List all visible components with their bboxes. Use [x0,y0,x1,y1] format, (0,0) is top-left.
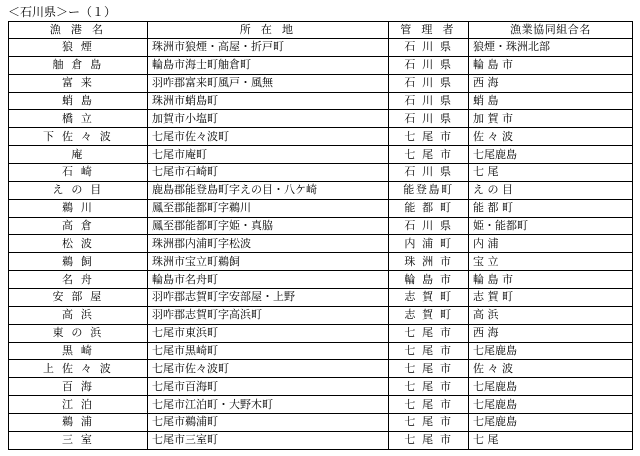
manager-cell: 七 尾 市 [389,378,469,396]
manager-cell: 七 尾 市 [389,431,469,449]
location-cell: 珠洲市宝立町鵜飼 [148,253,389,271]
manager-cell: 珠 洲 市 [389,253,469,271]
harbor-name-cell: 蛸 島 [9,92,148,110]
location-cell: 鳳至郡能都町字鵜川 [148,199,389,217]
table-row [9,306,633,324]
manager-cell: 能 都 町 [389,199,469,217]
manager-cell: 内 浦 町 [389,235,469,253]
harbor-name-cell: 鵜 浦 [9,414,148,432]
coop-cell: 七尾鹿島 [469,146,633,164]
location-cell: 珠洲市狼煙・高屋・折戸町 [148,39,389,57]
manager-cell: 石 川 県 [389,74,469,92]
table-row [9,146,633,164]
manager-cell: 石 川 県 [389,164,469,182]
coop-cell: 蛸 島 [469,92,633,110]
manager-cell: 能登島町 [389,181,469,199]
location-cell: 加賀市小塩町 [148,110,389,128]
manager-cell: 七 尾 市 [389,360,469,378]
coop-cell: 佐 々 波 [469,360,633,378]
harbor-name-cell: 東 の 浜 [9,324,148,342]
location-cell: 七尾市東浜町 [148,324,389,342]
harbor-name-cell: 橋 立 [9,110,148,128]
manager-cell: 七 尾 市 [389,396,469,414]
coop-cell: 狼煙・珠洲北部 [469,39,633,57]
coop-cell: え の 目 [469,181,633,199]
location-cell: 七尾市百海町 [148,378,389,396]
header-coop: 漁業協同組合名 [469,22,633,39]
coop-cell: 高 浜 [469,306,633,324]
harbor-name-cell: 松 波 [9,235,148,253]
table-row [9,414,633,432]
table-row [9,199,633,217]
table-row [9,128,633,146]
location-cell: 輪島市名舟町 [148,271,389,289]
harbor-name-cell: 高 倉 [9,217,148,235]
manager-cell: 輪 島 市 [389,271,469,289]
coop-cell: 能 都 町 [469,199,633,217]
table-row [9,74,633,92]
table-row [9,342,633,360]
manager-cell: 志 賀 町 [389,306,469,324]
manager-cell: 七 尾 市 [389,128,469,146]
location-cell: 七尾市庵町 [148,146,389,164]
coop-cell: 七尾鹿島 [469,342,633,360]
location-cell: 七尾市江泊町・大野木町 [148,396,389,414]
coop-cell: 姫・能都町 [469,217,633,235]
location-cell: 七尾市三室町 [148,431,389,449]
location-cell: 輪島市海士町舳倉町 [148,56,389,74]
harbor-name-cell: 上 佐 々 波 [9,360,148,378]
coop-cell: 西 海 [469,324,633,342]
manager-cell: 石 川 県 [389,110,469,128]
table-row [9,110,633,128]
location-cell: 羽咋郡志賀町字高浜町 [148,306,389,324]
page-title: ＜石川県＞ー（１） [8,5,117,19]
manager-cell: 石 川 県 [389,92,469,110]
table-row [9,181,633,199]
table-row [9,396,633,414]
table-body [9,39,633,450]
harbor-name-cell: 庵 [9,146,148,164]
coop-cell: 佐 々 波 [469,128,633,146]
header-row [9,22,633,39]
harbor-name-cell: 名 舟 [9,271,148,289]
harbor-name-cell: 下 佐 々 波 [9,128,148,146]
table-row [9,431,633,449]
manager-cell: 石 川 県 [389,39,469,57]
harbor-name-cell: 石 崎 [9,164,148,182]
table-row [9,360,633,378]
location-cell: 鹿島郡能登島町字えの目・八ケ崎 [148,181,389,199]
coop-cell: 志 賀 町 [469,289,633,307]
table-row [9,253,633,271]
location-cell: 羽咋郡志賀町字安部屋・上野 [148,289,389,307]
location-cell: 鳳至郡能都町字姫・真脇 [148,217,389,235]
header-harbor-name: 漁 港 名 [9,22,148,39]
harbor-name-cell: 江 泊 [9,396,148,414]
harbor-table [8,21,633,450]
table-row [9,92,633,110]
coop-cell: 輪 島 市 [469,271,633,289]
harbor-name-cell: 鵜 川 [9,199,148,217]
coop-cell: 七尾鹿島 [469,396,633,414]
header-location: 所 在 地 [148,22,389,39]
manager-cell: 七 尾 市 [389,146,469,164]
coop-cell: 内 浦 [469,235,633,253]
coop-cell: 七尾鹿島 [469,414,633,432]
harbor-name-cell: え の 目 [9,181,148,199]
coop-cell: 西 海 [469,74,633,92]
harbor-name-cell: 富 来 [9,74,148,92]
table-row [9,324,633,342]
table-row [9,271,633,289]
harbor-name-cell: 高 浜 [9,306,148,324]
location-cell: 七尾市黒崎町 [148,342,389,360]
table-row [9,289,633,307]
table-row [9,39,633,57]
manager-cell: 七 尾 市 [389,414,469,432]
harbor-name-cell: 安 部 屋 [9,289,148,307]
location-cell: 七尾市鵜浦町 [148,414,389,432]
coop-cell: 加 賀 市 [469,110,633,128]
location-cell: 羽咋郡富来町風戸・風無 [148,74,389,92]
manager-cell: 志 賀 町 [389,289,469,307]
table-row [9,378,633,396]
location-cell: 七尾市佐々波町 [148,128,389,146]
table-row [9,164,633,182]
manager-cell: 石 川 県 [389,56,469,74]
table-header [9,22,633,39]
harbor-name-cell: 三 室 [9,431,148,449]
harbor-name-cell: 百 海 [9,378,148,396]
coop-cell: 七 尾 [469,164,633,182]
table-row [9,217,633,235]
harbor-name-cell: 狼 煙 [9,39,148,57]
harbor-name-cell: 舳 倉 島 [9,56,148,74]
coop-cell: 宝 立 [469,253,633,271]
location-cell: 七尾市佐々波町 [148,360,389,378]
manager-cell: 石 川 県 [389,217,469,235]
coop-cell: 七尾鹿島 [469,378,633,396]
table-row [9,56,633,74]
harbor-name-cell: 黒 崎 [9,342,148,360]
harbor-name-cell: 鵜 飼 [9,253,148,271]
coop-cell: 輪 島 市 [469,56,633,74]
coop-cell: 七 尾 [469,431,633,449]
location-cell: 珠洲郡内浦町字松波 [148,235,389,253]
table-row [9,235,633,253]
manager-cell: 七 尾 市 [389,324,469,342]
manager-cell: 七 尾 市 [389,342,469,360]
location-cell: 珠洲市蛸島町 [148,92,389,110]
header-manager: 管 理 者 [389,22,469,39]
location-cell: 七尾市石崎町 [148,164,389,182]
